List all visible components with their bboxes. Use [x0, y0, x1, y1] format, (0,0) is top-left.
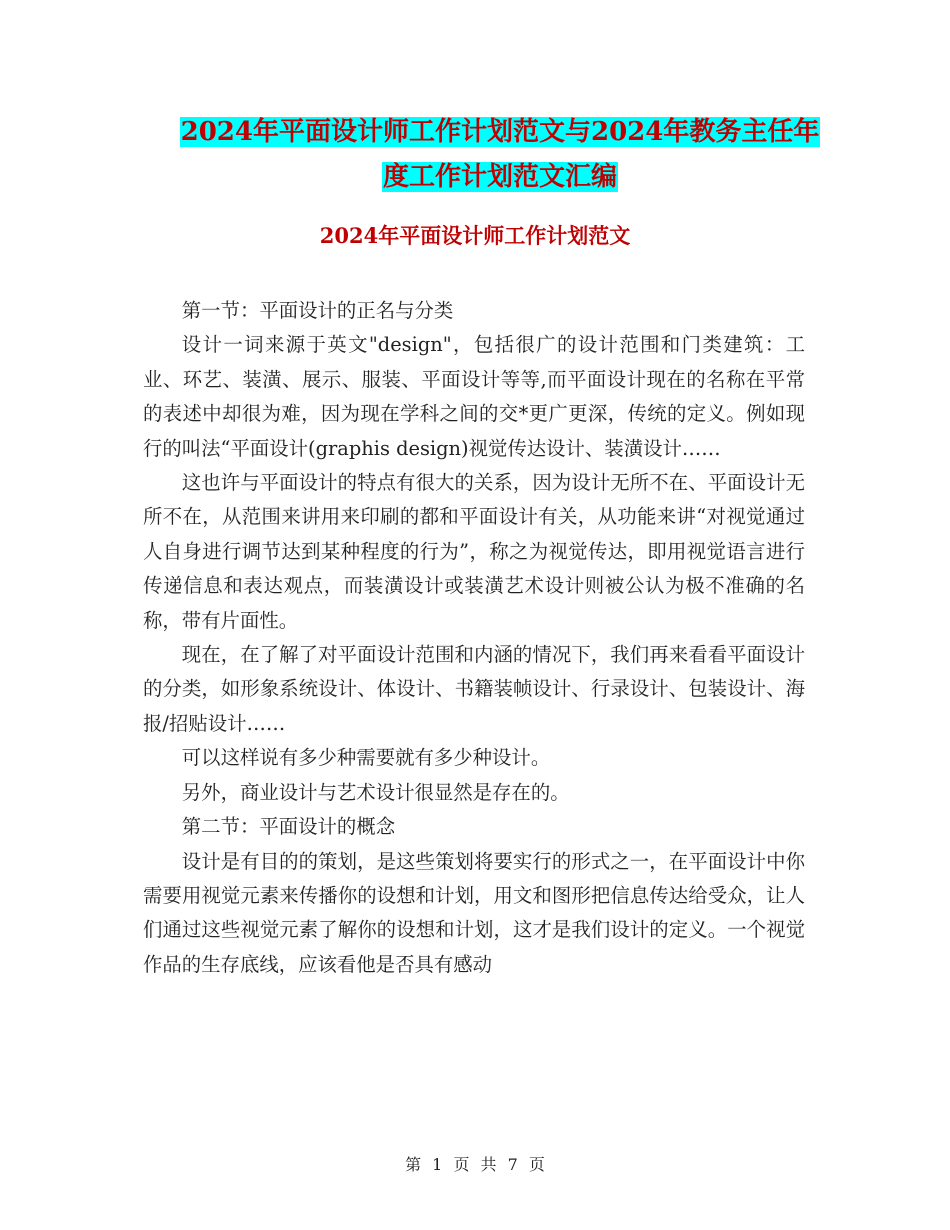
document-title-line-1: 2024年平面设计师工作计划范文与2024年教务主任年: [180, 117, 820, 147]
document-title-line-2: 度工作计划范文汇编: [382, 162, 617, 192]
paragraph: 另外，商业设计与艺术设计很显然是存在的。: [181, 780, 570, 804]
paragraph: 设计是有目的的策划，是这些策划将要实行的形式之一，在平面设计中你需要用视觉元素来传播你的设想和计划，用文和图形把信息传达给受众，让人们通过这些视觉元素了解你的设想和计划，这才是我们设计的定义。一个视觉作品的生存底线，应该看他是否具有感动: [143, 849, 805, 976]
document-body: [143, 294, 805, 982]
paragraph: 现在，在了解了对平面设计范围和内涵的情况下，我们再来看看平面设计的分类，如形象系统设计、体设计、书籍装帧设计、行录设计、包装设计、海报/招贴设计……: [143, 643, 805, 735]
document-title: [140, 110, 860, 200]
paragraph-heading-section-1: 第一节：平面设计的正名与分类: [181, 299, 454, 322]
section-title: 2024年平面设计师工作计划范文: [319, 223, 631, 248]
paragraph-heading-section-2: 第二节：平面设计的概念: [181, 815, 396, 839]
paragraph: 设计一词来源于英文"design"，包括很广的设计范围和门类建筑：工业、环艺、装潢、展示、服装、平面设计等等,而平面设计现在的名称在平常的表述中却很为难，因为现在学科之间的交*更广更深，传统的定义。例如现行的叫法“平面设计(graphis design)视觉传达设计、装潢设计……: [143, 333, 805, 460]
page-footer: 第 1 页 共 7 页: [405, 1155, 545, 1174]
paragraph: 可以这样说有多少种需要就有多少种设计。: [181, 746, 551, 770]
paragraph: 这也许与平面设计的特点有很大的关系，因为设计无所不在、平面设计无所不在，从范围来讲用来印刷的都和平面设计有关，从功能来讲“对视觉通过人自身进行调节达到某种程度的行为”，称之为视觉传达，即用视觉语言进行传递信息和表达观点，而装潢设计或装潢艺术设计则被公认为极不准确的名称，带有片面性。: [143, 471, 805, 632]
